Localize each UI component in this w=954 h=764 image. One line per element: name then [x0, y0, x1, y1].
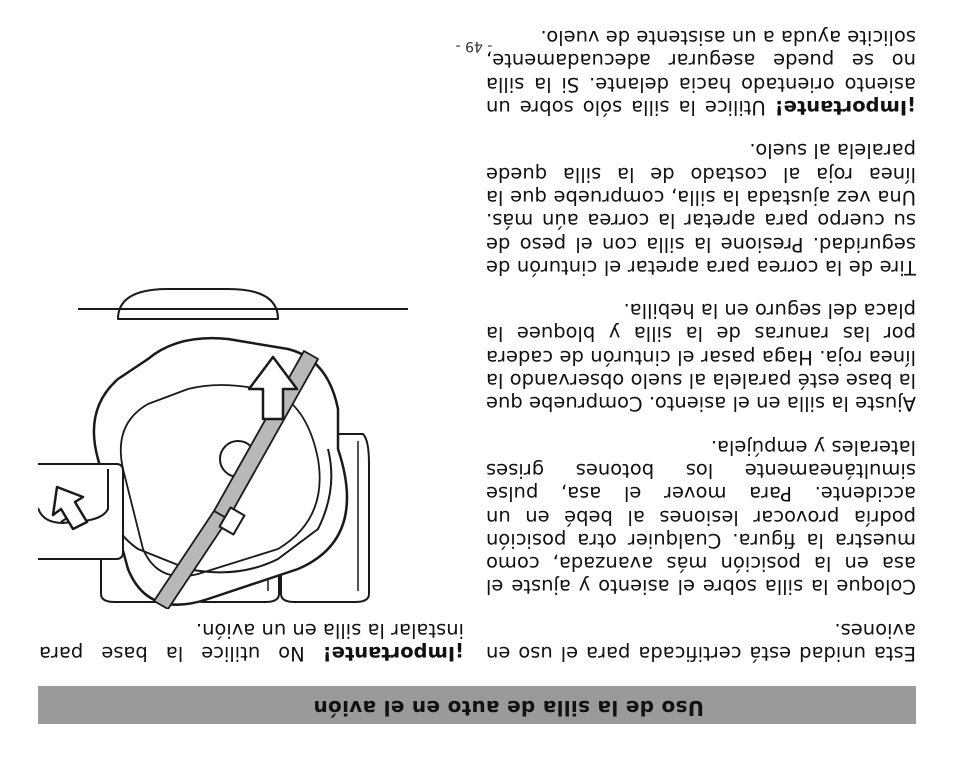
inset-detail	[38, 464, 123, 559]
intro-paragraph: Esta unidad está certificada para el uso en aviones.	[486, 618, 916, 665]
important-note-right	[39, 618, 464, 665]
important-label: ¡Importante!	[322, 642, 464, 665]
car-seat-illustration	[38, 149, 468, 609]
page-number: - 49 -	[455, 38, 493, 54]
step2-paragraph: Ajuste la silla en el asiento. Compruebe que la base esté paralela al suelo observando la línea roja. Haga pasar el cinturón de cadera por las ranuras de la silla y bloquee la placa del seguro en la hebilla.	[486, 299, 916, 416]
step1-paragraph: Coloque la silla sobre el asiento y ajuste el asa en la posición más avanzada, como muestra la figura. Cualquier otra posición podría provocar lesiones al bebé en un accidente. Para mover el asa, pulse simultáneamente los botones grises laterales y empújela.	[486, 435, 916, 599]
important-text: No utilice la base para instalar la silla en un avión.	[39, 618, 464, 665]
left-column	[486, 26, 916, 665]
important-note-left	[486, 26, 916, 119]
right-column	[39, 618, 464, 665]
section-title: Uso de la silla de auto en el avión	[313, 696, 704, 720]
important-text: Utilice la silla sólo sobre un asiento orientado hacia delante. Si la silla no se puede asegurar adecuadamente, solicite ayuda a un asistente de vuelo.	[486, 26, 916, 120]
step3-paragraph: Tire de la correa para apretar el cinturón de seguridad. Presione la silla con el peso de su cuerpo para apretar la correa aún más. Una vez ajustada la silla, compruebe que la línea roja al costado de la silla quede paralela al suelo.	[486, 139, 916, 279]
important-label: ¡Importante!	[774, 96, 916, 120]
